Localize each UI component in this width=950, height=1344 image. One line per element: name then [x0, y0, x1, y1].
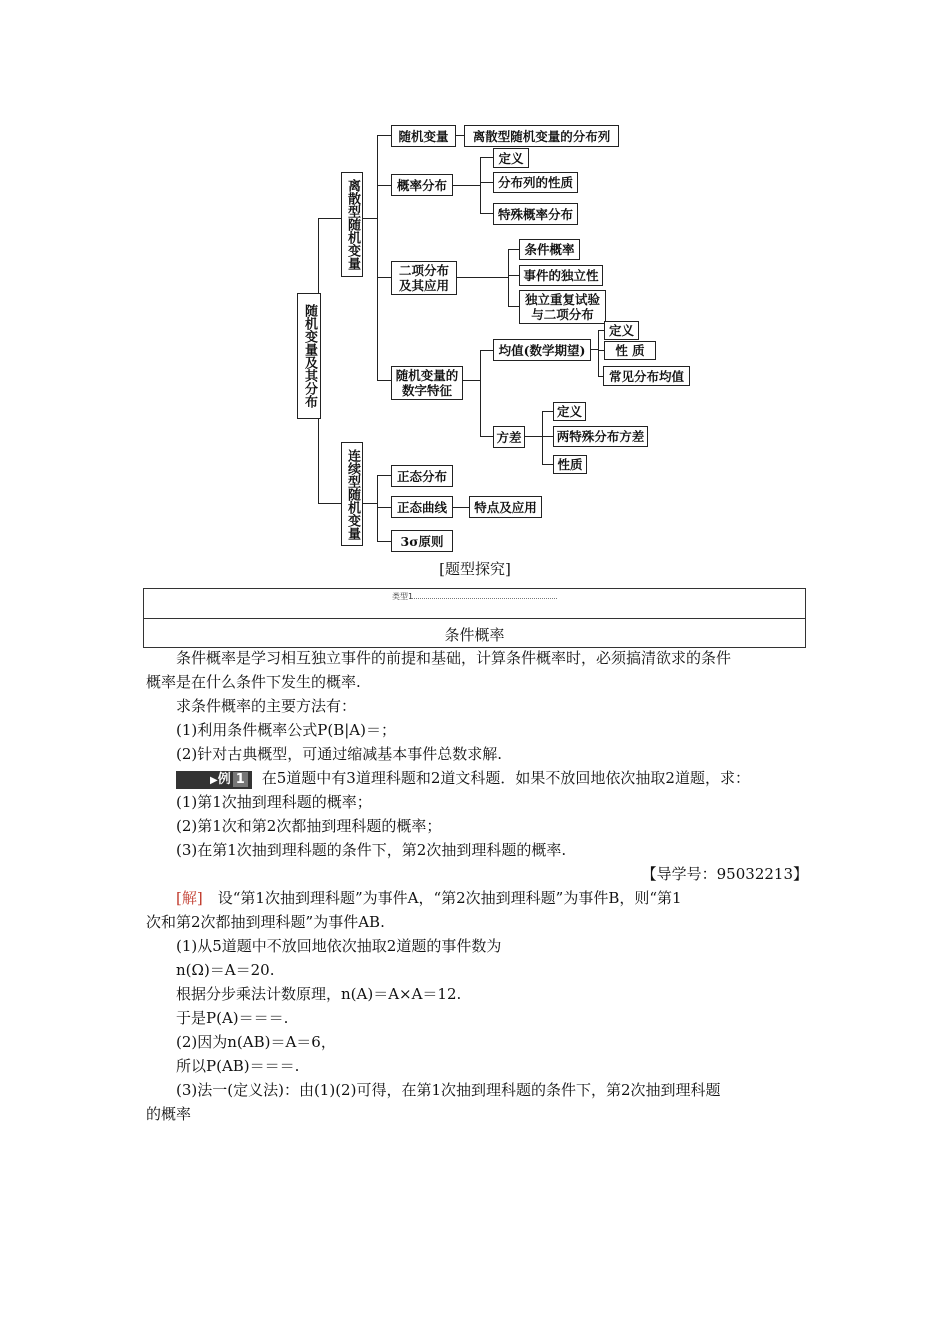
features-branch-line [480, 350, 481, 436]
node-discrete-dist-list: 离散型随机变量的分布列 [464, 125, 619, 147]
methods-heading: 求条件概率的主要方法有： [176, 697, 357, 715]
solution-line-2: 次和第2次都抽到理科题”为事件AB. [146, 913, 385, 931]
example-stem-text: 在5道题中有3道理科题和2道文科题．如果不放回地依次抽取2道题，求： [261, 769, 750, 787]
method-2: (2)针对古典概型，可通过缩减基本事件总数求解. [176, 745, 503, 763]
line-variance-out [524, 436, 542, 437]
example-badge [176, 771, 252, 789]
line-probdist-out [452, 185, 480, 186]
line-root-continuous [318, 503, 342, 504]
example-number: 1 [233, 772, 248, 787]
node-special-dist: 特殊概率分布 [493, 203, 578, 225]
type-title: 条件概率 [444, 625, 505, 644]
solution-line-1 [146, 886, 808, 910]
type-tag: 类型1 [392, 592, 414, 601]
node-random-variable: 随机变量 [391, 125, 456, 147]
node-binomial: 二项分布 及其应用 [391, 261, 457, 295]
line-mean [480, 350, 494, 351]
step-5: (2)因为n(AB)＝A＝6， [176, 1033, 336, 1051]
node-variance-props: 性质 [553, 455, 587, 474]
node-prob-dist: 概率分布 [391, 174, 453, 196]
node-definition: 定义 [493, 148, 529, 168]
line-features-out [462, 380, 480, 381]
binomial-branch-line [508, 249, 509, 306]
line-curve-features [453, 507, 470, 508]
type-box [143, 588, 806, 648]
question-1: (1)第1次抽到理科题的概率； [176, 793, 372, 811]
node-two-special-variance: 两特殊分布方差 [553, 426, 648, 447]
intro-line-2: 概率是在什么条件下发生的概率. [146, 673, 361, 691]
step-4: 于是P(A)＝＝＝. [176, 1009, 289, 1027]
node-variance-definition: 定义 [553, 402, 586, 421]
line-special [480, 213, 494, 214]
node-mean-props: 性 质 [604, 341, 656, 360]
step-1: (1)从5道题中不放回地依次抽取2道题的事件数为 [176, 937, 502, 955]
line-binomial-out [456, 277, 508, 278]
node-conditional-prob: 条件概率 [519, 239, 580, 260]
node-normal-dist: 正态分布 [391, 465, 453, 487]
line-to-binomial [377, 277, 392, 278]
triangle-icon: ▶ [210, 775, 218, 786]
node-normal-curve: 正态曲线 [391, 496, 453, 518]
section-caption: [题型探究] [439, 560, 511, 578]
body-text [146, 646, 808, 1126]
solution-tag: [解] [176, 889, 203, 907]
concept-diagram [0, 0, 950, 560]
node-dist-list-props: 分布列的性质 [493, 172, 578, 193]
example-label: 例 [217, 772, 231, 787]
type-tag-divider [412, 598, 557, 599]
node-mean-definition: 定义 [604, 321, 639, 340]
step-6: 所以P(AB)＝＝＝. [176, 1057, 300, 1075]
example-stem [146, 766, 808, 790]
question-2: (2)第1次和第2次都抽到理科题的概率； [176, 817, 442, 835]
step-7-line-2: 的概率 [146, 1105, 192, 1123]
line-three-sigma [377, 541, 392, 542]
node-variance: 方差 [493, 426, 525, 448]
guide-number: 【导学号：95032213】 [641, 865, 808, 883]
line-mean-out [590, 349, 598, 350]
probdist-branch-line [480, 157, 481, 213]
line-to-probdist [377, 185, 392, 186]
node-common-means: 常见分布均值 [603, 366, 690, 386]
type-tag-row [144, 589, 805, 619]
node-independence: 事件的独立性 [519, 265, 603, 286]
line-variance [480, 436, 494, 437]
line-normal-dist [377, 475, 392, 476]
step-7-line-1: (3)法一(定义法)：由(1)(2)可得，在第1次抽到理科题的条件下，第2次抽到理科题 [176, 1081, 721, 1099]
line-to-rv [377, 135, 392, 136]
line-def [480, 157, 494, 158]
node-numeric-features: 随机变量的 数字特征 [391, 366, 463, 400]
step-2: n(Ω)＝A＝20. [176, 961, 275, 979]
mean-branch-line [598, 330, 599, 376]
node-features-apps: 特点及应用 [469, 496, 542, 518]
intro-line-1: 条件概率是学习相互独立事件的前提和基础，计算条件概率时，必须搞清欲求的条件 [176, 649, 732, 667]
node-repeated-trials: 独立重复试验 与二项分布 [519, 290, 606, 324]
solution-line-1-text: 设“第1次抽到理科题”为事件A，“第2次抽到理科题”为事件B，则“第1 [217, 889, 682, 907]
node-root: 随机变量及其分布 [297, 293, 321, 419]
line-normal-curve [377, 507, 392, 508]
node-continuous: 连续型随机变量 [341, 442, 363, 546]
variance-branch-line [542, 411, 543, 464]
step-3: 根据分步乘法计数原理，n(A)＝A×A＝12. [176, 985, 462, 1003]
line-discrete-out [362, 218, 377, 219]
node-three-sigma: 3σ原则 [391, 530, 453, 552]
line-continuous-out [362, 503, 377, 504]
node-mean: 均值(数学期望) [493, 339, 591, 361]
line-to-features [377, 380, 392, 381]
line-root-discrete [318, 218, 342, 219]
node-discrete: 离散型随机变量 [341, 172, 363, 277]
discrete-trunk-line [377, 135, 378, 380]
question-3: (3)在第1次抽到理科题的条件下，第2次抽到理科题的概率. [176, 841, 567, 859]
method-1: (1)利用条件概率公式P(B|A)＝； [176, 721, 396, 739]
line-props [480, 182, 494, 183]
